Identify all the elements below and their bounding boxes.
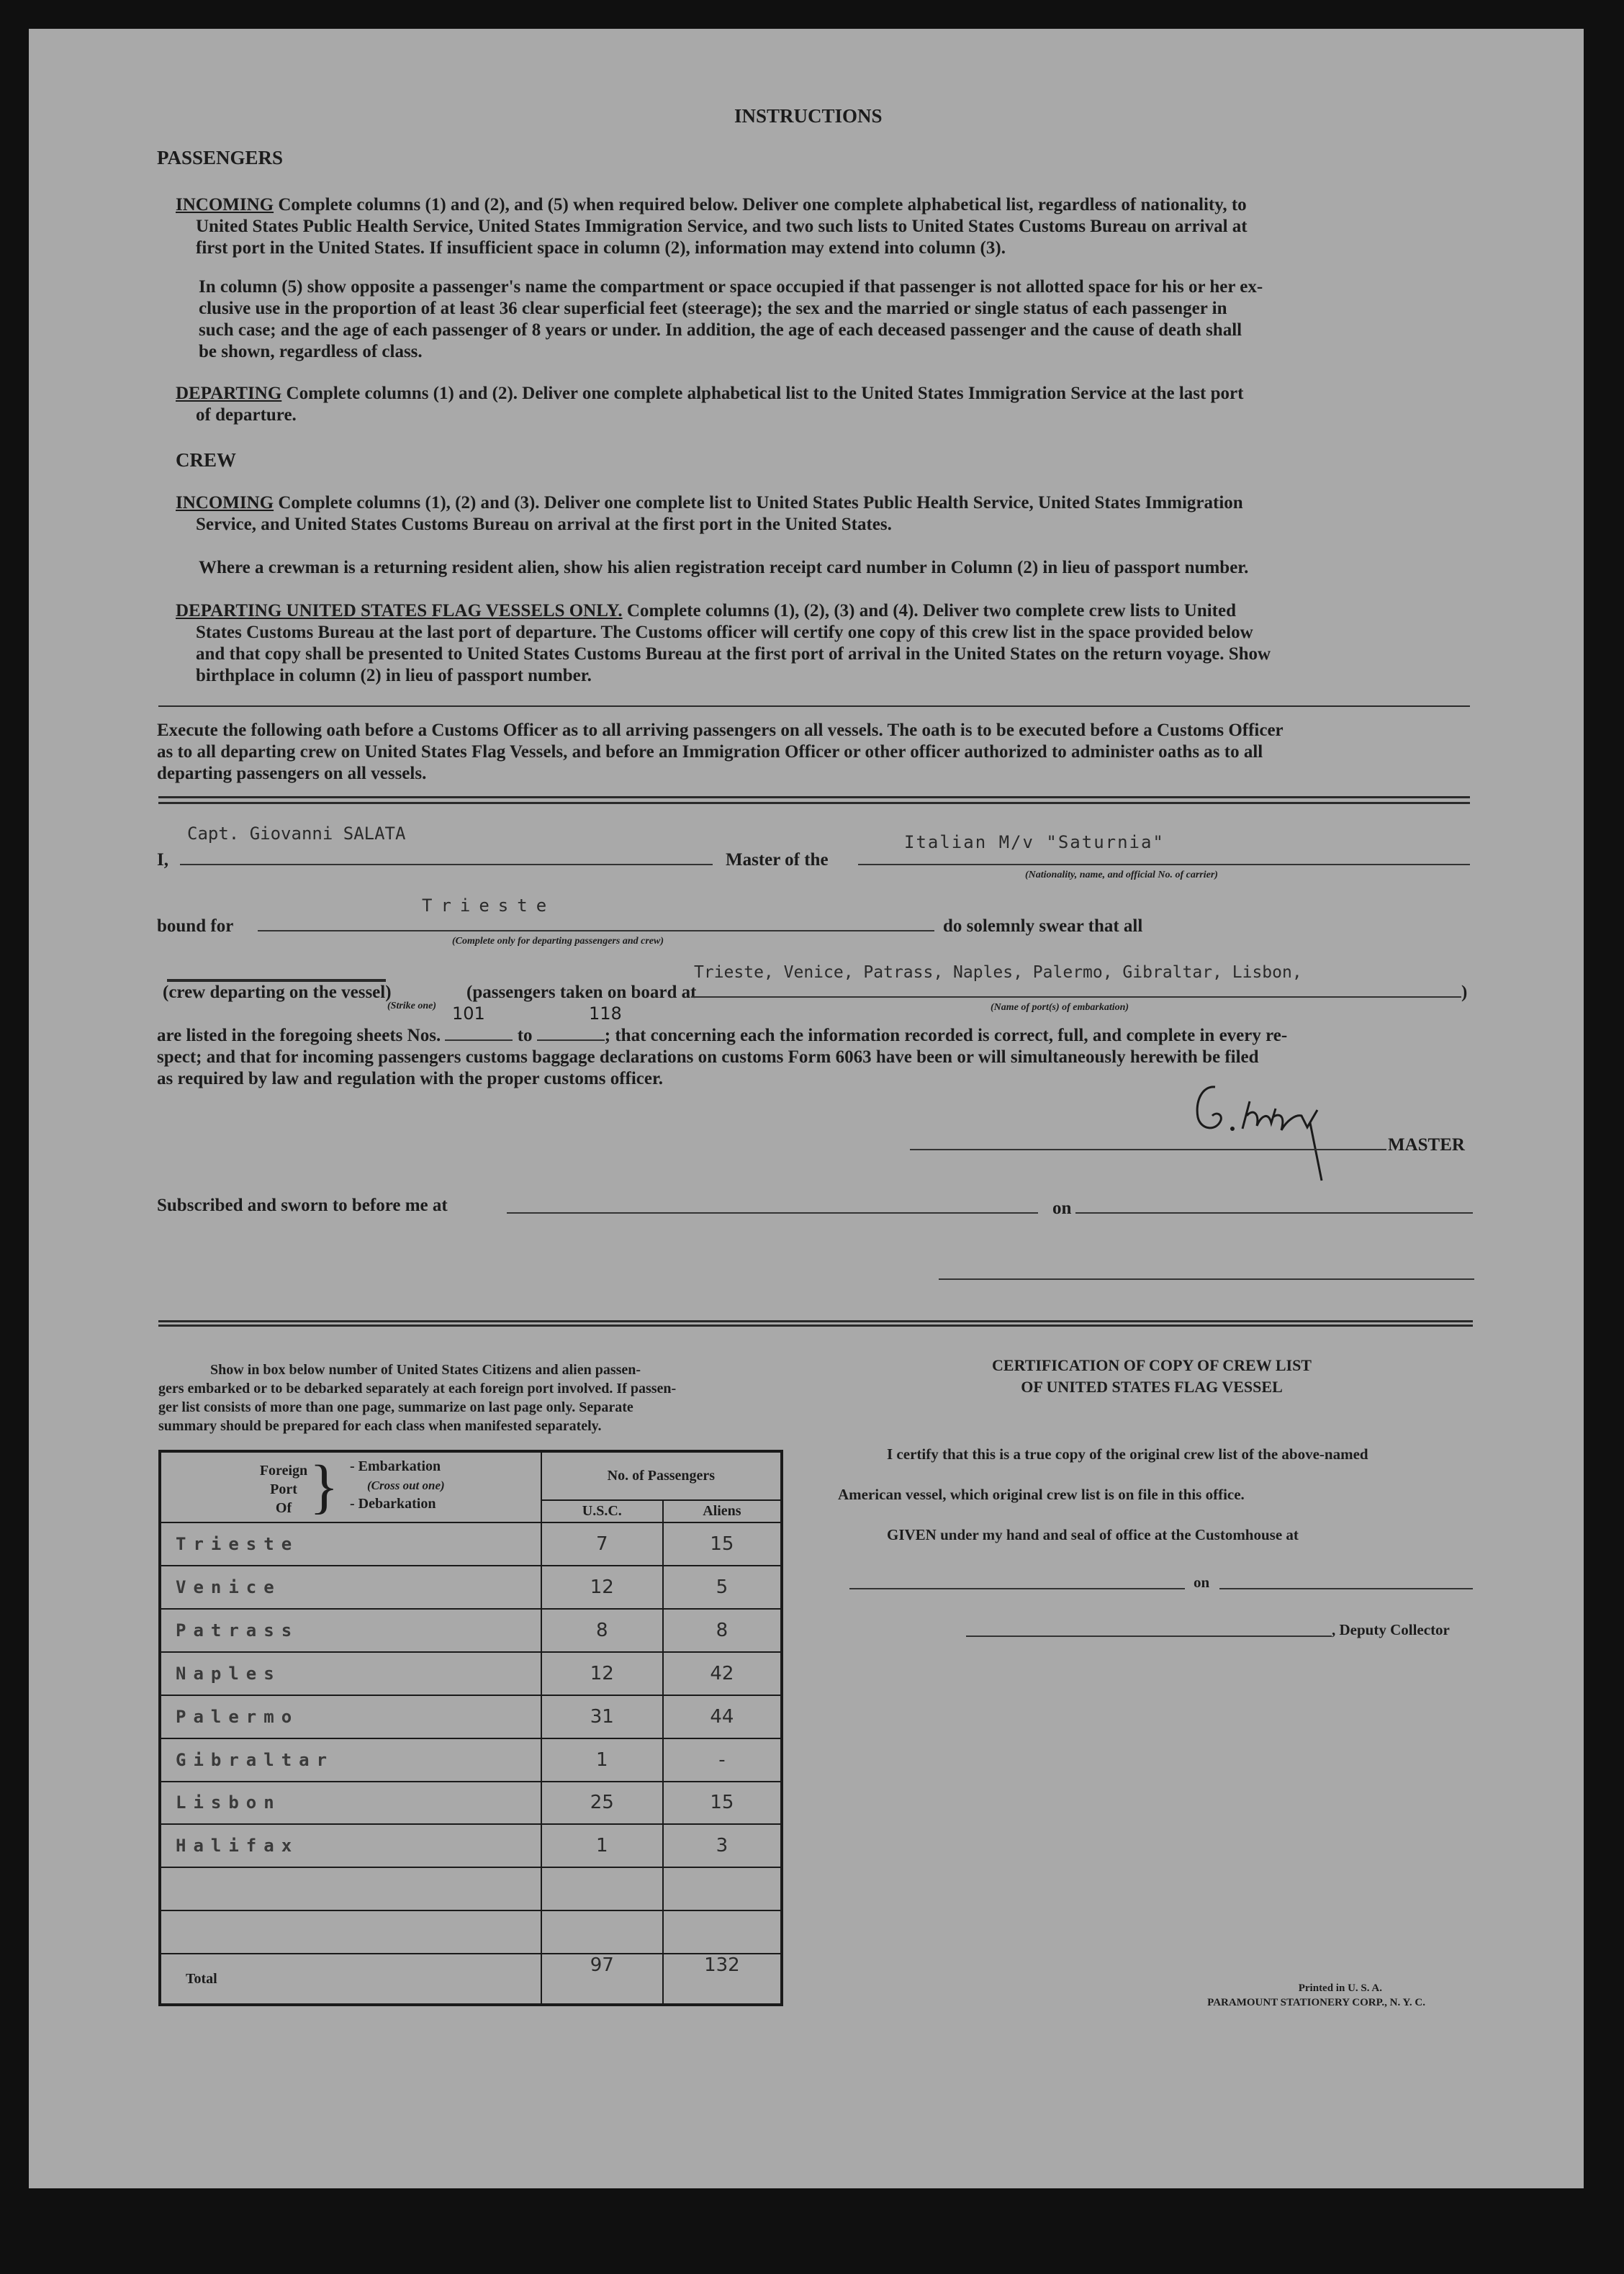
usc-cell: 12 <box>541 1566 663 1609</box>
summary-note-line4: summary should be prepared for each class when manifested separately. <box>158 1418 602 1434</box>
port-cell: Gibraltar <box>160 1738 541 1782</box>
hdr-of: Of <box>275 1500 292 1516</box>
double-divider2-top <box>158 1320 1473 1322</box>
double-divider-top <box>158 796 1470 798</box>
crew-heading: CREW <box>176 449 237 471</box>
crew-incoming-label: INCOMING <box>176 493 274 513</box>
customhouse-line <box>849 1588 1185 1589</box>
flag-line1: Complete columns (1), (2), (3) and (4). Deliver two complete crew lists to United <box>622 601 1237 621</box>
usc-cell: 8 <box>541 1609 663 1652</box>
flag-vessels-paragraph <box>176 600 1271 687</box>
usc-cell: 12 <box>541 1652 663 1695</box>
bound-for-line <box>258 930 934 931</box>
master-name: Capt. Giovanni SALATA <box>187 824 406 844</box>
master-signature <box>1181 1073 1346 1188</box>
port-cell: Naples <box>160 1652 541 1695</box>
printer-line2: PARAMOUNT STATIONERY CORP., N. Y. C. <box>1207 1997 1425 2008</box>
usc-cell: 25 <box>541 1782 663 1825</box>
sheet-from-value: 101 <box>452 1003 485 1024</box>
crew-departing-label: (crew departing on the vessel) <box>163 983 392 1002</box>
aliens-cell: 44 <box>663 1695 782 1738</box>
port-cell: Patrass <box>160 1609 541 1652</box>
double-divider-bottom <box>158 802 1470 804</box>
incoming-line2: United States Public Health Service, United States Immigration Service, and two such lists to United States Customs Bureau on arrival at <box>196 217 1248 236</box>
usc-cell: 31 <box>541 1695 663 1738</box>
port-cell <box>160 1867 541 1910</box>
certification-line2: American vessel, which original crew list is on file in this office. <box>838 1486 1245 1503</box>
listed-rest: ; that concerning each the information recorded is correct, full, and complete in every re- <box>604 1026 1288 1045</box>
aliens-cell: 15 <box>663 1782 782 1825</box>
hdr-debarkation: - Debarkation <box>350 1496 436 1512</box>
oath-intro-line3: departing passengers on all vessels. <box>157 764 427 783</box>
port-cell: Trieste <box>160 1522 541 1566</box>
table-row <box>160 1867 782 1910</box>
table-row <box>160 1566 782 1609</box>
total-usc: 97 <box>541 1954 663 2005</box>
aliens-cell <box>663 1910 782 1954</box>
usc-cell <box>541 1910 663 1954</box>
subscribed-label: Subscribed and sworn to before me at <box>157 1196 448 1215</box>
flag-line4: birthplace in column (2) in lieu of passport number. <box>196 666 592 685</box>
carrier-caption: (Nationality, name, and official No. of carrier) <box>1025 870 1218 880</box>
port-cell <box>160 1910 541 1954</box>
divider <box>158 705 1470 707</box>
oath-line-b: spect; and that for incoming passengers customs baggage declarations on customs Form 6063 have been or will simultaneously herewith be filed <box>157 1047 1259 1067</box>
sheet-to-value: 118 <box>589 1003 622 1024</box>
aliens-cell: 42 <box>663 1652 782 1695</box>
aliens-cell: 3 <box>663 1824 782 1867</box>
crew-incoming-paragraph <box>176 492 1243 536</box>
no-passengers-header: No. of Passengers <box>541 1451 782 1500</box>
carrier-value: Italian M/v "Saturnia" <box>904 832 1165 852</box>
bound-for-label: bound for <box>157 916 234 936</box>
table-row <box>160 1910 782 1954</box>
departing-label: DEPARTING <box>176 384 282 403</box>
certification-title2: OF UNITED STATES FLAG VESSEL <box>1021 1378 1283 1396</box>
port-header-cell <box>160 1451 541 1522</box>
i-label: I, <box>157 850 168 870</box>
table-header-row <box>160 1451 782 1500</box>
summary-note <box>158 1361 792 1435</box>
incoming-paragraph <box>176 194 1248 259</box>
total-row <box>160 1954 782 2005</box>
usc-header: U.S.C. <box>541 1500 663 1522</box>
to-label: to <box>517 1026 533 1045</box>
table-row <box>160 1695 782 1738</box>
aliens-cell: - <box>663 1738 782 1782</box>
aliens-cell: 5 <box>663 1566 782 1609</box>
ports-line <box>691 996 1461 998</box>
col5-line2: clusive use in the proportion of at least 36 clear superficial feet (steerage); the sex and the married or single status of each passenger in <box>199 299 1227 318</box>
carrier-line <box>858 864 1470 865</box>
flag-line3: and that copy shall be presented to United States Customs Bureau at the first port of arrival in the United States on the return voyage. Show <box>196 644 1271 664</box>
usc-cell <box>541 1867 663 1910</box>
oath-line-c: as required by law and regulation with the proper customs officer. <box>157 1069 664 1088</box>
certification-date-line <box>1219 1588 1473 1589</box>
master-of-label: Master of the <box>726 850 829 870</box>
summary-note-line3: ger list consists of more than one page, summarize on last page only. Separate <box>158 1399 633 1415</box>
column5-paragraph <box>199 276 1263 363</box>
departing-line2: of departure. <box>196 405 297 425</box>
incoming-line3: first port in the United States. If insufficient space in column (2), information may extend into column (3). <box>196 238 1006 258</box>
bound-for-value: Trieste <box>422 895 556 916</box>
usc-cell: 1 <box>541 1824 663 1867</box>
printer-imprint <box>1123 1981 1425 2010</box>
flag-label: DEPARTING UNITED STATES FLAG VESSELS ONLY. <box>176 601 623 621</box>
hdr-cross: (Cross out one) <box>367 1479 445 1492</box>
aliens-header: Aliens <box>663 1500 782 1522</box>
table-row <box>160 1652 782 1695</box>
deputy-signature-line <box>966 1635 1332 1637</box>
strike-one-caption: (Strike one) <box>387 1001 437 1011</box>
sworn-on-label: on <box>1052 1199 1072 1218</box>
close-paren: ) <box>1461 983 1468 1002</box>
certification-title1: CERTIFICATION OF COPY OF CREW LIST <box>992 1356 1312 1374</box>
subscribed-date-line <box>1075 1212 1473 1214</box>
aliens-cell: 8 <box>663 1609 782 1652</box>
hdr-foreign: Foreign <box>259 1463 308 1479</box>
table-row <box>160 1824 782 1867</box>
port-cell: Palermo <box>160 1695 541 1738</box>
master-name-line <box>180 864 713 865</box>
table-row <box>160 1738 782 1782</box>
hdr-embarkation: - Embarkation <box>350 1458 441 1474</box>
port-cell: Venice <box>160 1566 541 1609</box>
flag-line2: States Customs Bureau at the last port of departure. The Customs officer will certify one copy of this crew list in the space provided below <box>196 623 1253 642</box>
crewman-line: Where a crewman is a returning resident alien, show his alien registration receipt card number in Column (2) in lieu of passport number. <box>199 558 1249 577</box>
certification-line1: I certify that this is a true copy of the original crew list of the above-named <box>887 1445 1368 1463</box>
usc-cell: 7 <box>541 1522 663 1566</box>
incoming-label: INCOMING <box>176 195 274 215</box>
double-divider2-bottom <box>158 1325 1473 1327</box>
table-row <box>160 1522 782 1566</box>
crew-incoming-line1: Complete columns (1), (2) and (3). Deliver one complete list to United States Public Health Service, United States Immigration <box>274 493 1243 513</box>
printer-line1: Printed in U. S. A. <box>1298 1982 1382 1994</box>
master-signature-line <box>910 1149 1386 1150</box>
officer-signature-line <box>939 1278 1474 1280</box>
incoming-line1: Complete columns (1) and (2), and (5) when required below. Deliver one complete alphabetical list, regardless of nationality, to <box>274 195 1247 215</box>
certification-on-label: on <box>1194 1574 1210 1591</box>
ports-caption: (Name of port(s) of embarkation) <box>991 1002 1129 1013</box>
ports-embarkation-value: Trieste, Venice, Patrass, Naples, Palermo, Gibraltar, Lisbon, <box>694 963 1302 982</box>
departing-line1: Complete columns (1) and (2). Deliver one complete alphabetical list to the United States Immigration Service at the last port <box>281 384 1244 403</box>
passengers-taken-label: (passengers taken on board at <box>466 983 697 1002</box>
total-aliens: 132 <box>663 1954 782 2005</box>
instructions-title: INSTRUCTIONS <box>734 105 883 127</box>
col5-line3: such case; and the age of each passenger of 8 years or under. In addition, the age of each deceased passenger and the cause of death shall <box>199 320 1242 340</box>
total-label: Total <box>160 1954 541 2005</box>
aliens-cell: 15 <box>663 1522 782 1566</box>
deputy-collector-label: , Deputy Collector <box>1332 1621 1450 1638</box>
table-row <box>160 1609 782 1652</box>
oath-intro-line1: Execute the following oath before a Customs Officer as to all arriving passengers on all vessels. The oath is to be executed before a Customs Officer <box>157 721 1284 740</box>
swear-label: do solemnly swear that all <box>943 916 1143 936</box>
oath-body <box>157 1025 1287 1090</box>
certification-line3: GIVEN under my hand and seal of office at the Customhouse at <box>887 1526 1299 1543</box>
port-cell: Lisbon <box>160 1782 541 1825</box>
aliens-cell <box>663 1867 782 1910</box>
table-row <box>160 1782 782 1825</box>
listed-label: are listed in the foregoing sheets Nos. <box>157 1026 441 1045</box>
oath-intro <box>157 720 1284 785</box>
usc-cell: 1 <box>541 1738 663 1782</box>
brace-icon: } <box>310 1453 339 1520</box>
summary-note-line2: gers embarked or to be debarked separately at each foreign port involved. If passen- <box>158 1381 677 1397</box>
passengers-heading: PASSENGERS <box>157 147 284 168</box>
crew-incoming-line2: Service, and United States Customs Bureau on arrival at the first port in the United States. <box>196 515 892 534</box>
port-cell: Halifax <box>160 1824 541 1867</box>
subscribed-place-line <box>507 1212 1038 1214</box>
col5-line4: be shown, regardless of class. <box>199 342 423 361</box>
summary-note-line1: Show in box below number of United States Citizens and alien passen- <box>210 1362 641 1378</box>
bound-caption: (Complete only for departing passengers and crew) <box>452 936 664 947</box>
col5-line1: In column (5) show opposite a passenger's name the compartment or space occupied if that passenger is not allotted space for his or her ex- <box>199 277 1263 297</box>
passenger-summary-table <box>158 1450 783 2006</box>
master-label: MASTER <box>1388 1135 1465 1155</box>
hdr-port: Port <box>270 1481 297 1497</box>
departing-paragraph <box>176 383 1243 426</box>
oath-intro-line2: as to all departing crew on United States Flag Vessels, and before an Immigration Officer or other officer authorized to administer oaths as to all <box>157 742 1263 762</box>
certification-title <box>835 1355 1469 1398</box>
